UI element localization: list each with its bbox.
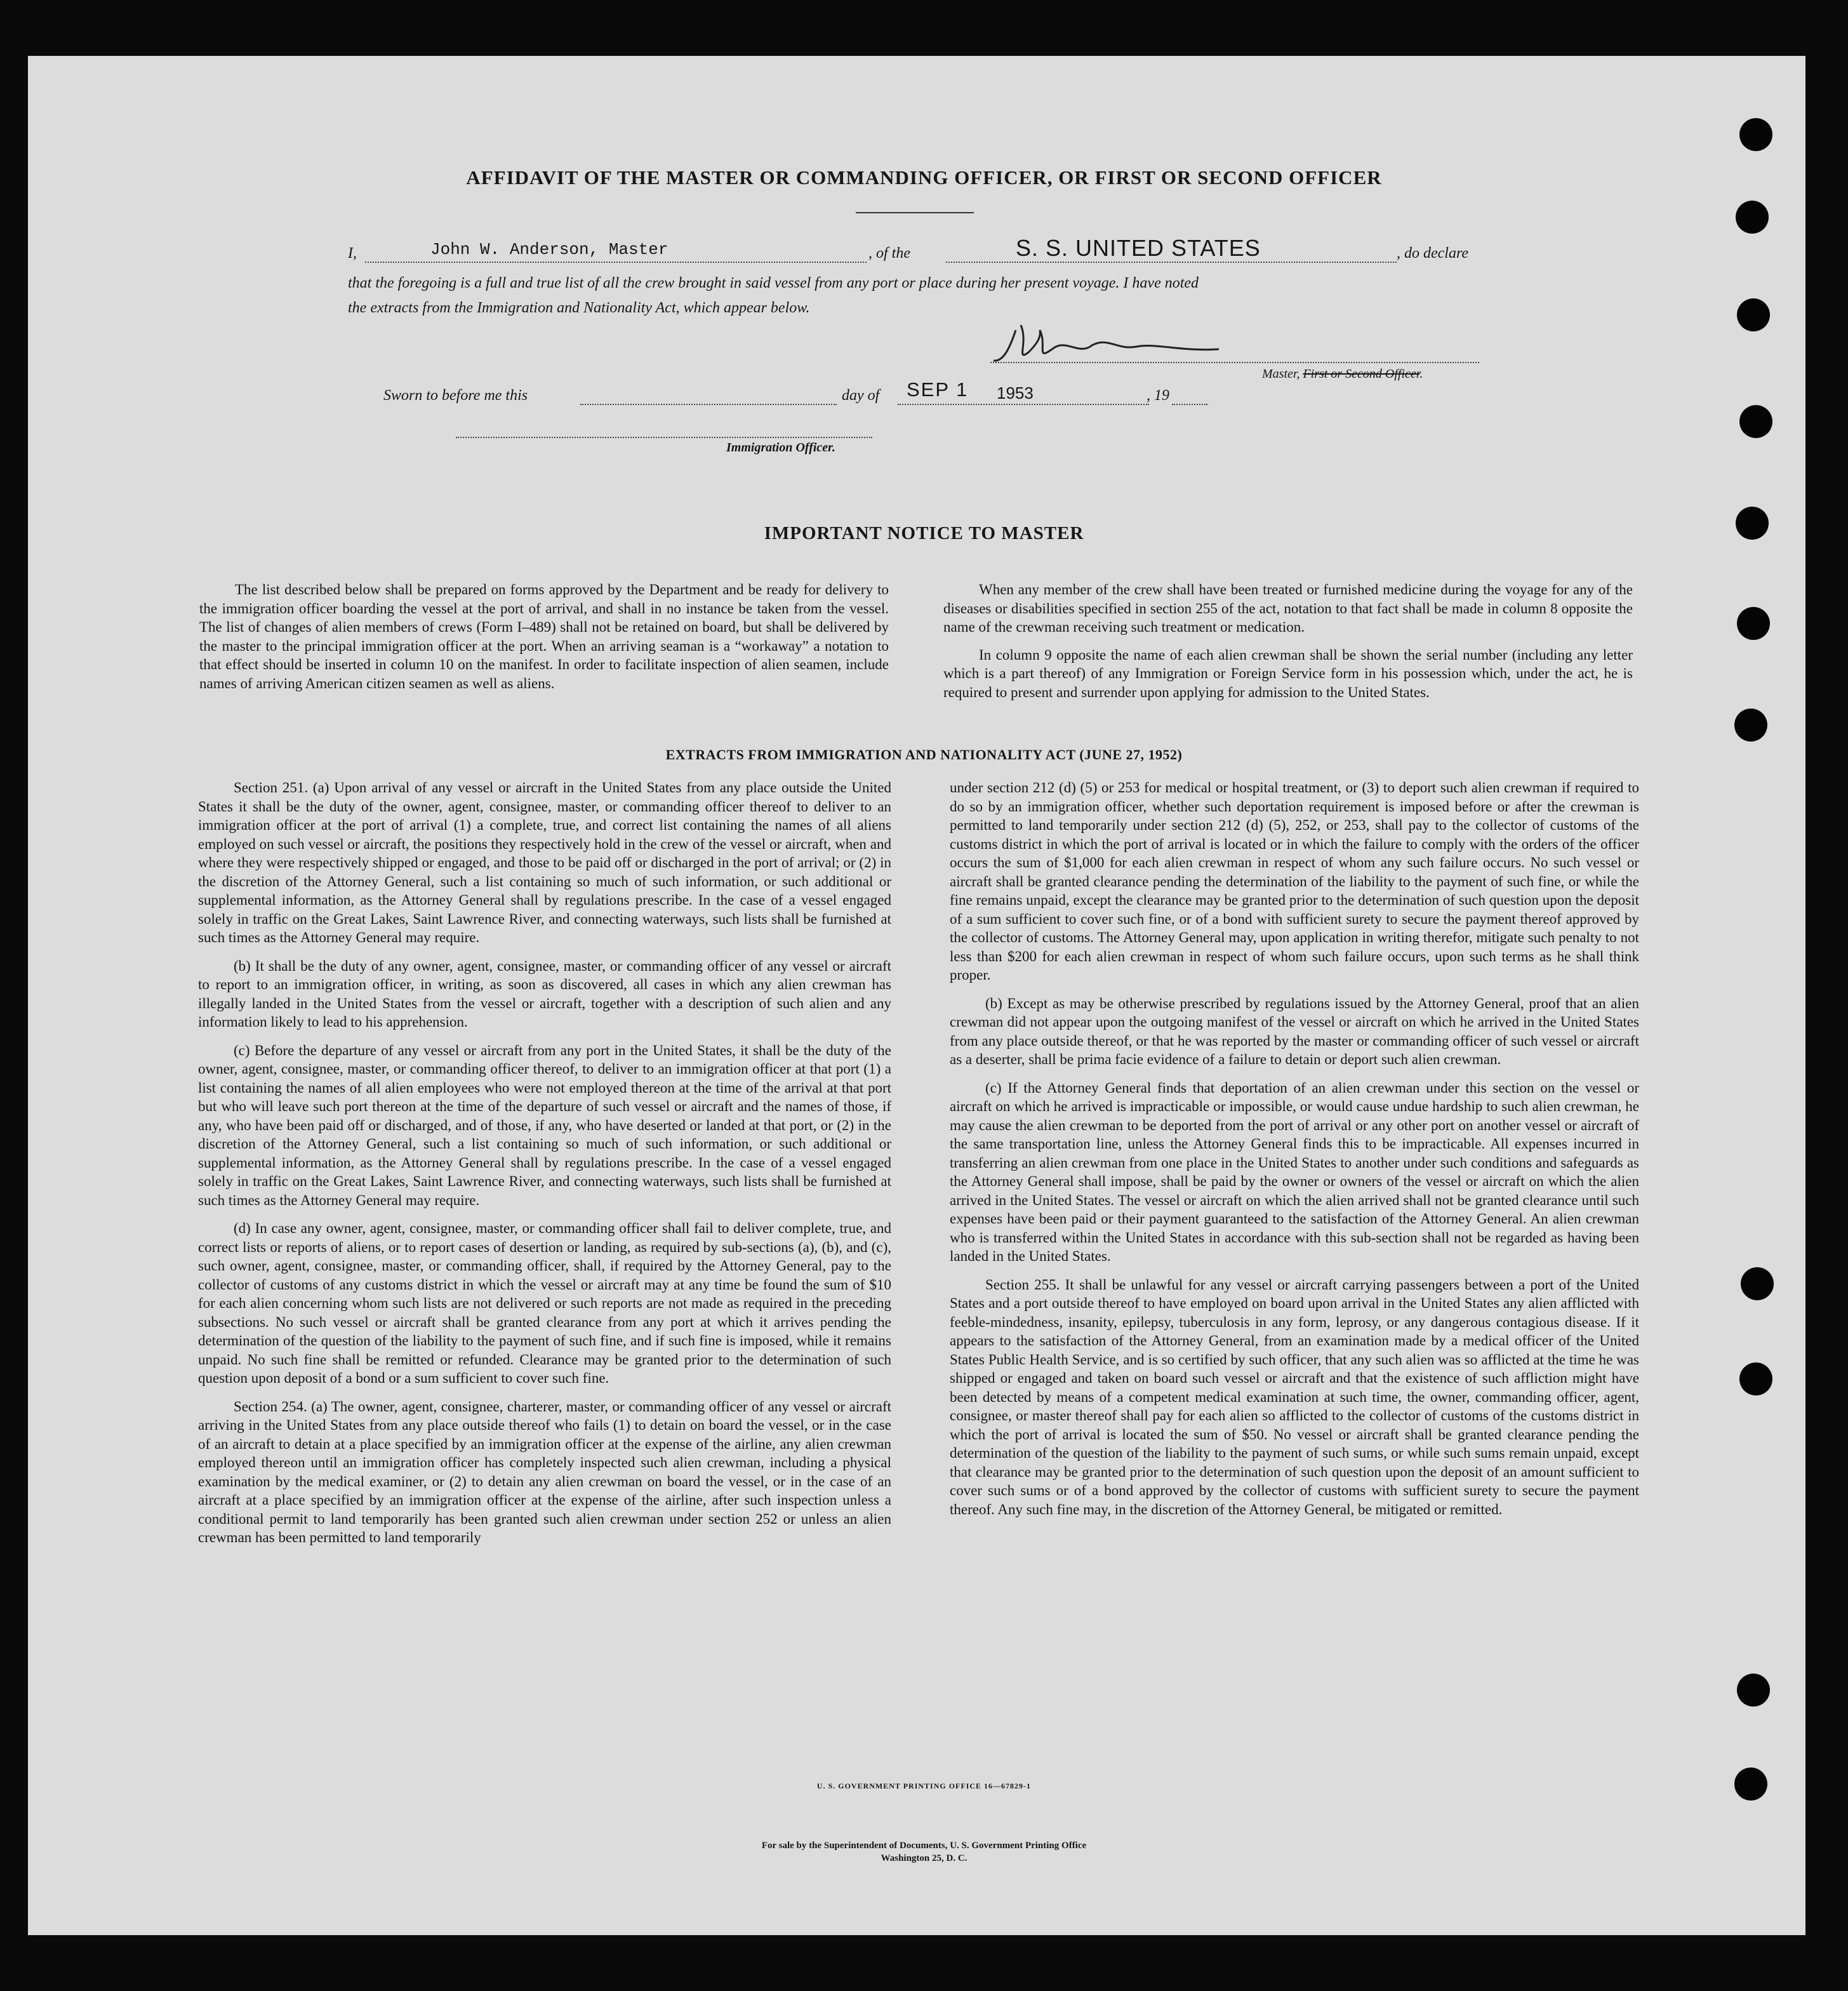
- title-rule: [856, 212, 974, 213]
- extracts-right-column: [950, 778, 1639, 1528]
- extracts-title: EXTRACTS FROM IMMIGRATION AND NATIONALITY ACT (JUNE 27, 1952): [665, 747, 1183, 762]
- declaration-body-1: that the foregoing is a full and true list of all the crew brought in said vessel from any port or place during her present voyage. I have noted: [348, 275, 1199, 291]
- punch-hole: [1739, 118, 1772, 151]
- master-name-line: [365, 262, 867, 263]
- section-251-b: (b) It shall be the duty of any owner, agent, consignee, master, or commanding officer of any vessel or aircraft to report to an immigration officer, in writing, as soon as discovered, all cases in which any alien crewman has illegally landed in the United States from the vessel or aircraft, together with a description of such alien and any information likely to lead to his apprehension.: [198, 957, 891, 1030]
- printer-imprint: U. S. GOVERNMENT PRINTING OFFICE 16—67829-1: [816, 1781, 1032, 1790]
- vessel-name-stamp: S. S. UNITED STATES: [1016, 235, 1261, 261]
- section-254-a: Section 254. (a) The owner, agent, consignee, charterer, master, or commanding officer of any vessel or aircraft arriving in the United States from any place outside thereof who fails (1) to detain on board the vessel, or in the case of an aircraft to detain at a place specified by an immigration officer at the expense of the airline, any alien crewman employed thereon until an immigration officer has completely inspected such alien crewman, including a physical examination by the medical examiner, or (2) to detain any alien crewman on board the vessel, or in the case of an aircraft at a place specified by an immigration officer at the expense of the airline, after such inspection unless a conditional permit to land temporarily has been granted such alien crewman under section 252 or unless an alien crewman has been permitted to land temporarily: [198, 1398, 891, 1545]
- declaration-body-2: the extracts from the Immigration and Nationality Act, which appear below.: [348, 300, 810, 316]
- punch-hole: [1741, 1267, 1774, 1300]
- date-stamp: SEP 1: [907, 378, 969, 401]
- notice-right-text-2: In column 9 opposite the name of each alien crewman shall be shown the serial number (including any letter which is a part thereof) of any Immigration or Foreign Service form in his possession which, under the act, he is required to present and surrender upon applying for admission to the United States.: [943, 646, 1633, 700]
- section-255: Section 255. It shall be unlawful for any vessel or aircraft carrying passengers between a port of the United States and a port outside thereof to have employed on board upon arrival in the United States any alien afflicted with feeble-mindedness, insanity, epilepsy, tuberculosis in any form, leprosy, or any dangerous contagious disease. If it appears to the satisfaction of the Attorney General, from an examination made by a medical officer of the United States Public Health Service, and is so certified by such officer, that any such alien was so afflicted at the time he was shipped or engaged and taken on board such vessel or aircraft and that the existence of such affliction might have been detected by means of a competent medical examination at such time, the owner, commanding officer, agent, consignee, or master thereof shall pay for each alien so afflicted to the collector of customs of the customs district in which the port of arrival is located the sum of $50. No vessel or aircraft shall be granted clearance pending the determination of the question of the liability to the payment of such sums, or while such sums remain unpaid, except that clearance may be granted prior to the determination of such question upon the deposit of an amount sufficient to cover such sums or of a bond approved by the collector of customs with sufficient surety to secure the payment thereof. Any such fine may, in the discretion of the Attorney General, be mitigated or remitted.: [950, 1276, 1639, 1517]
- punch-hole: [1737, 607, 1770, 640]
- punch-hole: [1737, 298, 1770, 331]
- punch-hole: [1737, 1674, 1770, 1707]
- section-251-d: (d) In case any owner, agent, consignee, master, or commanding officer shall fail to deliver complete, true, and correct lists or reports of aliens, or to report cases of desertion or landing, as required by sub-sections (a), (b), and (c), such owner, agent, consignee, master, or commanding officer, shall, if required by the Attorney General, pay to the collector of customs of any customs district in which the vessel or aircraft may at any time be found the sum of $10 for each alien concerning whom such lists are not delivered or such reports are not made as required in the preceding subsections. No such vessel or aircraft shall be granted clearance from any port at which it arrives pending the determination of the question of the liability to the payment of such fine, and if such fine is imposed, while it remains unpaid. No such fine shall be remitted or refunded. Clearance may be granted prior to the determination of such question upon deposit of a bond or a sum sufficient to cover such fine.: [198, 1220, 891, 1386]
- punch-hole: [1736, 201, 1769, 234]
- sworn-label: Sworn to before me this: [383, 387, 528, 404]
- section-251-c: (c) Before the departure of any vessel or aircraft from any port in the United States, it shall be the duty of the owner, agent, consignee, master, or commanding officer thereof, to deliver to an immigration officer at that port (1) a list containing the names of all alien employees who were not employed thereon at the time of the arrival at that port but who will leave such port thereon at the time of the departure of such vessel or aircraft and the names of those, if any, who have been paid off or discharged, and of those, if any, who have deserted or landed at that port, or (2) in the discretion of the Attorney General, such a list containing so much of such information, or such additional or supplemental information, as the Attorney General shall by regulations prescribe. In the case of a vessel engaged solely in traffic on the Great Lakes, Saint Lawrence River, and connecting waterways, such lists shall be furnished at such times as the Attorney General may require.: [198, 1042, 891, 1208]
- sale-line-1: For sale by the Superintendent of Documents, U. S. Government Printing Office: [761, 1841, 1087, 1851]
- section-254-a-cont: under section 212 (d) (5) or 253 for medical or hospital treatment, or (3) to deport such alien crewman if required to do so by an immigration officer, whether such deportation requirement is imposed before or after the crewman is permitted to land temporarily under section 212 (d) (5), 252, or 253, shall pay to the collector of customs of the customs district in which the port of arrival is located or in which the failure to comply with the orders of the officer occurs the sum of $1,000 for each alien crewman in respect of whom any such failure occurs. No such vessel or aircraft shall be granted clearance pending the determination of the liability to the payment of such fine, or while the fine remains unpaid, except the clearance may be granted prior to the determination of such question upon the deposit of a sum sufficient to cover such fine, or of a bond with sufficient surety to secure the payment thereof approved by the collector of customs. The Attorney General may, upon application in writing therefor, mitigate such penalty to not less than $200 for each alien crewman in respect of whom such failure occurs, upon such terms as he shall think proper.: [950, 780, 1639, 983]
- signature-line: [990, 362, 1479, 363]
- section-251-a: Section 251. (a) Upon arrival of any vessel or aircraft in the United States from any place outside the United States it shall be the duty of the owner, agent, consignee, master, or commanding officer thereof to deliver to an immigration officer at the port of arrival (1) a complete, true, and correct list containing the names of all aliens employed on such vessel or aircraft, the positions they respectively hold in the crew of the vessel or aircraft, when and where they were respectively shipped or engaged, and those to be paid off or discharged in the port of arrival; or (2) in the discretion of the Attorney General, such a list containing so much of such information, or such additional or supplemental information, as the Attorney General shall by regulations prescribe. In the case of a vessel engaged solely in traffic on the Great Lakes, Saint Lawrence River, and connecting waterways, such lists shall be furnished at such times as the Attorney General may require.: [198, 780, 891, 945]
- vessel-name-line: [946, 262, 1397, 263]
- immigration-officer-label: Immigration Officer.: [726, 441, 835, 455]
- day-of-label: day of: [842, 387, 880, 404]
- sworn-day-line: [580, 404, 837, 405]
- master-signature: [990, 317, 1232, 375]
- title-master: Master,: [1262, 367, 1300, 381]
- punch-hole: [1734, 709, 1767, 742]
- sworn-year-line: [1172, 404, 1207, 405]
- sale-line-2: Washington 25, D. C.: [881, 1853, 967, 1863]
- extracts-left-column: [198, 778, 891, 1557]
- year-stamp: 1953: [997, 383, 1034, 403]
- title-period: .: [1419, 367, 1423, 381]
- century-label: , 19: [1147, 387, 1169, 404]
- notice-left: [199, 580, 889, 702]
- punch-hole: [1739, 1362, 1772, 1395]
- affidavit-title: AFFIDAVIT OF THE MASTER OR COMMANDING OFFICER, OR FIRST OR SECOND OFFICER: [466, 166, 1382, 189]
- notice-right: [943, 580, 1633, 710]
- title-struck: First or Second Officer: [1303, 367, 1420, 381]
- do-declare-label: , do declare: [1397, 245, 1469, 262]
- notice-right-text-1: When any member of the crew shall have been treated or furnished medicine during the voyage for any of the diseases or disabilities specified in section 255 of the act, notation to that fact shall be made in column 8 opposite the name of the crewman receiving such treatment or medication.: [943, 582, 1633, 635]
- master-name-field: John W. Anderson, Master: [430, 240, 668, 259]
- notice-title: IMPORTANT NOTICE TO MASTER: [764, 523, 1084, 543]
- declaration-prefix: I,: [348, 245, 357, 262]
- signature-title: [1262, 367, 1423, 382]
- section-254-c: (c) If the Attorney General finds that deportation of an alien crewman under this section on the vessel or aircraft on which he arrived is impracticable or impossible, or would cause undue hardship to such alien crewman, he may cause the alien crewman to be deported from the port of arrival or any other port on another vessel or aircraft of the same transportation line, unless the Attorney General finds this to be impracticable. All expenses incurred in transferring an alien crewman from one place in the United States to another under such conditions and safeguards as the Attorney General shall impose, shall be paid by the owner or owners of the vessel or aircraft on which the alien arrived in the United States. The vessel or aircraft on which the alien arrived shall not be granted clearance until such expenses have been paid or their payment guaranteed to the satisfaction of the Attorney General. An alien crewman who is transferred within the United States in accordance with this sub-section shall not be regarded as having been landed in the United States.: [950, 1079, 1639, 1264]
- section-254-b: (b) Except as may be otherwise prescribed by regulations issued by the Attorney General, proof that an alien crewman did not appear upon the outgoing manifest of the vessel or aircraft on which he arrived in the United States from any place outside thereof, or that he was reported by the master or commanding officer of such vessel or aircraft as a deserter, shall be prima facie evidence of a failure to detain or deport such alien crewman.: [950, 995, 1639, 1067]
- immigration-officer-line: [456, 437, 872, 438]
- punch-hole: [1739, 405, 1772, 438]
- sworn-month-line: [898, 404, 1149, 405]
- of-the-label: , of the: [868, 245, 910, 262]
- notice-left-text: The list described below shall be prepared on forms approved by the Department and be ready for delivery to the immigration officer boarding the vessel at the port of arrival, and shall in no instance be taken from the vessel. The list of changes of alien members of crews (Form I–489) shall not be retained on board, but shall be delivered by the master to the principal immigration officer at the port. When an arriving seaman is a “workaway” a notation to that effect should be inserted in column 10 on the manifest. In order to facilitate inspection of alien seamen, include names of arriving American citizen seamen as well as aliens.: [199, 582, 889, 691]
